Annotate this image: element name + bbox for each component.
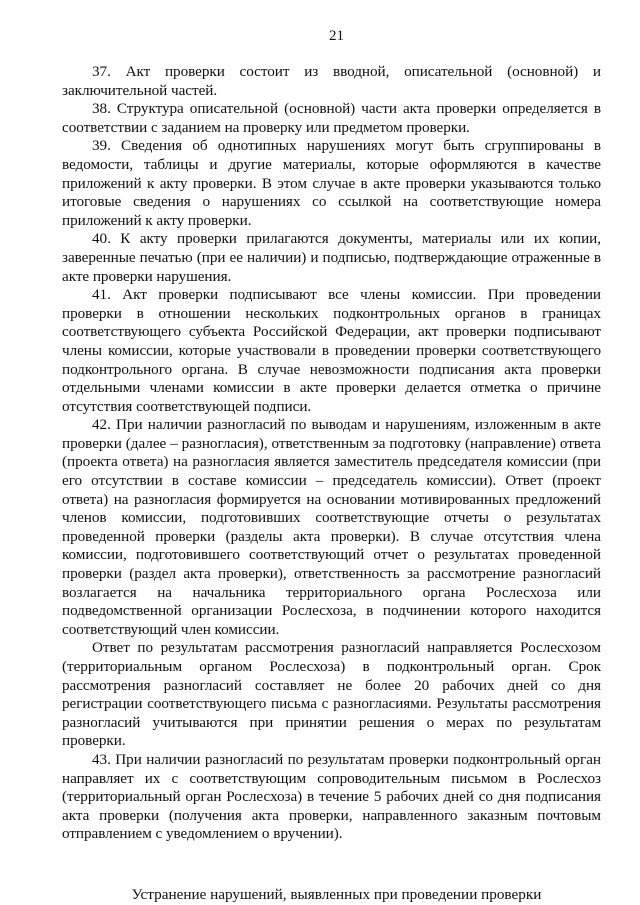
- paragraph-42-continuation: Ответ по результатам рассмотрения разногласий направляется Рослесхозом (территориальным органом Рослесхоза) в подконтрольный орган. Срок рассмотрения разногласий составляет не более 20 рабочих дней со дня регистрации соответствующего письма с разногласиями. Результаты рассмотрения разногласий учитываются при принятии решения о мерах по результатам проверки.: [62, 639, 601, 750]
- paragraph-37: 37. Акт проверки состоит из вводной, описательной (основной) и заключительной частей.: [62, 63, 601, 99]
- section-heading: Устранение нарушений, выявленных при проведении проверки: [131, 885, 542, 903]
- paragraph-41: 41. Акт проверки подписывают все члены комиссии. При проведении проверки в отношении нескольких подконтрольных органов в границах соответствующего субъекта Российской Федерации, акт проверки подписывают члены комиссии, которые участвовали в проведении проверки соответствующего подконтрольного органа. В случае невозможности подписания акта проверки отдельными членами комиссии в акте проверки делается отметка о причине отсутствия соответствующей подписи.: [62, 286, 601, 415]
- paragraph-43: 43. При наличии разногласий по результатам проверки подконтрольный орган направляет их с соответствующим сопроводительным письмом в Рослесхоз (территориальный орган Рослесхоза) в течение 5 рабочих дней со дня подписания акта проверки (получения акта проверки, направленного заказным почтовым отправлением с уведомлением о вручении).: [62, 750, 601, 843]
- paragraph-42: 42. При наличии разногласий по выводам и нарушениям, изложенным в акте проверки (далее – разногласия), ответственным за подготовку (направление) ответа (проекта ответа) на разногласия является заместитель председателя комиссии (при его отсутствии в составе комиссии – председатель комиссии). Ответ (проект ответа) на разногласия формируется на основании мотивированных предложений членов комиссии, подготовивших соответствующие отчеты о результатах проведенной проверки (разделы акта проверки). В случае отсутствия члена комиссии, подготовившего соответствующий отчет о результатах проведенной проверки (раздел акта проверки), ответственность за рассмотрение разногласий возлагается на начальника территориального органа Рослесхоза или подведомственной организации Рослесхоза, в подчинении которого находится соответствующий член комиссии.: [62, 416, 601, 638]
- paragraph-38: 38. Структура описательной (основной) части акта проверки определяется в соответствии с заданием на проверку или предметом проверки.: [62, 100, 601, 136]
- page-number: 21: [329, 28, 344, 44]
- paragraph-40: 40. К акту проверки прилагаются документы, материалы или их копии, заверенные печатью (при ее наличии) и подписью, подтверждающие отраженные в акте проверки нарушения.: [62, 230, 601, 285]
- paragraph-39: 39. Сведения об однотипных нарушениях могут быть сгруппированы в ведомости, таблицы и другие материалы, которые оформляются в качестве приложений к акту проверки. В этом случае в акте проверки указываются только итоговые сведения о нарушениях со ссылкой на соответствующие номера приложений к акту проверки.: [62, 137, 601, 229]
